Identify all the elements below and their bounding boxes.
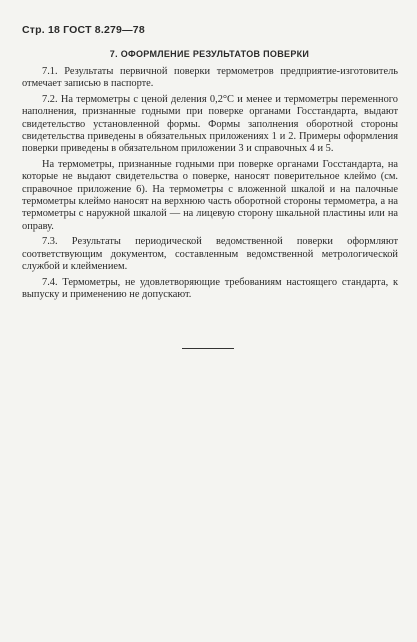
paragraph-7-2-continued: На термометры, признанные годными при поверке органами Госстандарта, на которые не выдают свидетельства о поверке, наносят поверительное клеймо (см. справочное приложение 6). На термометры с вложенной шкалой и на палочные термометры клеймо наносят на верхнюю часть оборотной стороны термометра, а на термометры с наружной шкалой — на лицевую сторону шкальной пластины или на оправу. — [22, 158, 398, 232]
paragraph-7-1: 7.1. Результаты первичной поверки термометров предприятие-изготовитель отмечает записью в паспорте. — [22, 66, 398, 90]
paragraph-7-4: 7.4. Термометры, не удовлетворяющие требованиям настоящего стандарта, к выпуску и применению не допускают. — [22, 276, 398, 300]
end-divider — [182, 348, 234, 349]
section-title: 7. ОФОРМЛЕНИЕ РЕЗУЛЬТАТОВ ПОВЕРКИ — [109, 49, 310, 59]
paragraph-7-2: 7.2. На термометры с ценой деления 0,2°C и менее и термометры переменного наполнения, признанные годными при поверке органами Госстандарта, выдают свидетельство установленной формы. Формы заполнения оборотной стороны свидетельства приведены в обязательных приложениях 1 и 2. Примеры оформления поверки приведены в обязательном приложении 3 и справочных 4 и 5. — [22, 93, 398, 155]
paragraph-7-3: 7.3. Результаты периодической ведомственной поверки оформляют соответствующим документом, составленным ведомственной метрологической службой и клеймением. — [22, 236, 398, 273]
page-header: Стр. 18 ГОСТ 8.279—78 — [22, 24, 145, 36]
document-body — [22, 66, 398, 301]
